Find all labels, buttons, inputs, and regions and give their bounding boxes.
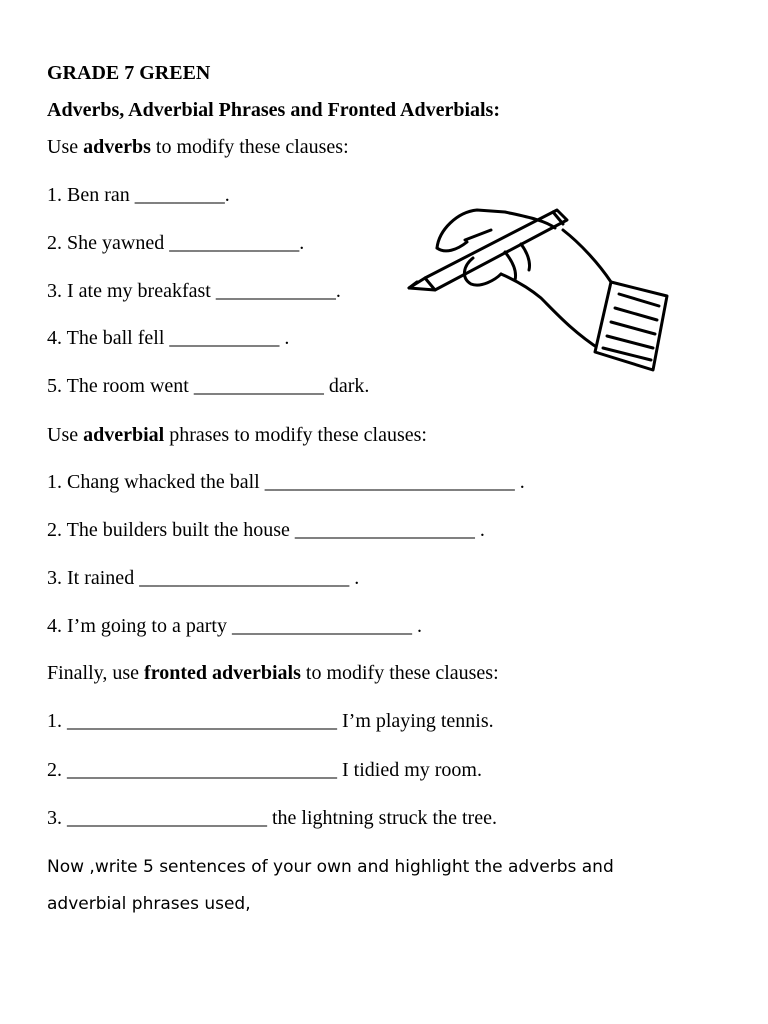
fronted-item-3: 3. ____________________ the lightning struck the tree. bbox=[47, 807, 497, 829]
grade-heading: GRADE 7 GREEN bbox=[47, 62, 211, 84]
instruction-fronted-adverbials: Finally, use fronted adverbials to modify these clauses: bbox=[47, 662, 499, 684]
fronted-item-2: 2. ___________________________ I tidied my room. bbox=[47, 759, 482, 781]
final-instruction-line-2: adverbial phrases used, bbox=[47, 894, 251, 914]
instruction-adverbial-phrases: Use adverbial phrases to modify these clauses: bbox=[47, 424, 427, 446]
adverb-item-5: 5. The room went _____________ dark. bbox=[47, 375, 370, 397]
adverb-item-3: 3. I ate my breakfast ____________. bbox=[47, 280, 341, 302]
adverb-item-4: 4. The ball fell ___________ . bbox=[47, 327, 290, 349]
phrase-item-1: 1. Chang whacked the ball _________________________ . bbox=[47, 471, 525, 493]
instruction-adverbs: Use adverbs to modify these clauses: bbox=[47, 136, 349, 158]
adverb-item-1: 1. Ben ran _________. bbox=[47, 184, 230, 206]
phrase-item-4: 4. I’m going to a party __________________ . bbox=[47, 615, 422, 637]
worksheet-title: Adverbs, Adverbial Phrases and Fronted Adverbials: bbox=[47, 99, 500, 121]
phrase-item-3: 3. It rained _____________________ . bbox=[47, 567, 360, 589]
hand-writing-with-pen-icon bbox=[405, 200, 675, 380]
adverb-item-2: 2. She yawned _____________. bbox=[47, 232, 305, 254]
final-instruction-line-1: Now ,write 5 sentences of your own and highlight the adverbs and bbox=[47, 857, 614, 877]
phrase-item-2: 2. The builders built the house __________________ . bbox=[47, 519, 485, 541]
fronted-item-1: 1. ___________________________ I’m playing tennis. bbox=[47, 710, 494, 732]
